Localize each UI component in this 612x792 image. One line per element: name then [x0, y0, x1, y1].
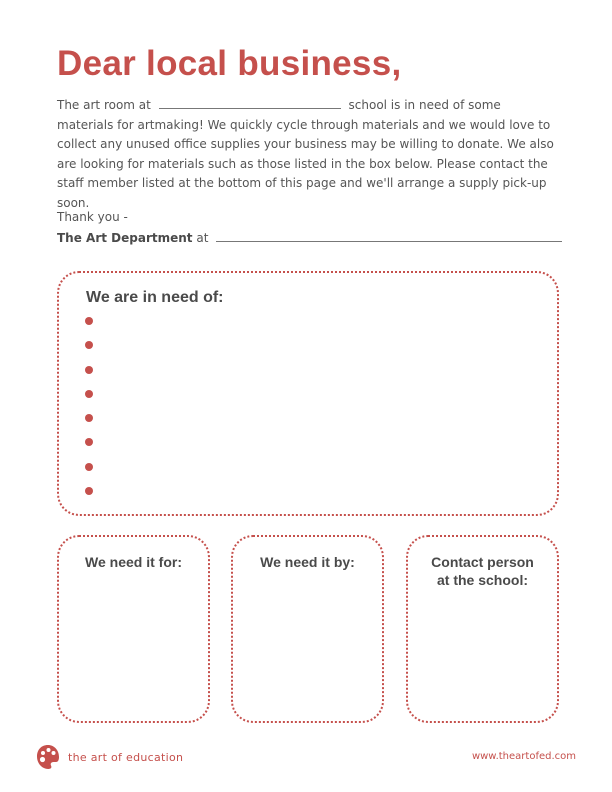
needs-heading: We are in need of: — [86, 289, 224, 306]
contact-person-label — [408, 553, 557, 589]
needs-bullet[interactable] — [85, 487, 93, 495]
needs-bullet[interactable] — [85, 414, 93, 422]
palette-icon — [36, 744, 60, 770]
needs-box — [57, 271, 559, 516]
needs-bullet[interactable] — [85, 390, 93, 398]
intro-text-rest: school is in need of some materials for artmaking! We quickly cycle through materials and we would love to collect any unused office supplies your business may be willing to donate. We also are looking for materials such as those listed in the box below. Please contact the staff member listed at the bottom of this page and we'll arrange a supply pick-up soon. — [57, 98, 554, 210]
department-at: at — [196, 231, 209, 245]
needs-bullet[interactable] — [85, 366, 93, 374]
need-it-for-box[interactable] — [57, 535, 210, 723]
needs-bullet[interactable] — [85, 317, 93, 325]
intro-text-start: The art room at — [57, 98, 151, 112]
brand-name: the art of education — [68, 750, 184, 764]
page-title: Dear local business, — [57, 44, 402, 83]
needs-bullet[interactable] — [85, 341, 93, 349]
footer-brand — [36, 744, 183, 770]
footer-url[interactable]: www.theartofed.com — [471, 751, 576, 762]
department-line — [57, 231, 562, 245]
needs-bullet[interactable] — [85, 438, 93, 446]
contact-label-line1: Contact person — [431, 554, 534, 570]
need-it-for-label: We need it for: — [85, 554, 182, 570]
intro-paragraph — [57, 96, 557, 214]
thank-you-line: Thank you - — [57, 210, 128, 224]
need-it-by-label: We need it by: — [260, 554, 355, 570]
needs-list — [85, 317, 93, 511]
need-it-by-box[interactable] — [231, 535, 384, 723]
department-school-blank[interactable] — [216, 231, 562, 242]
department-name: The Art Department — [57, 231, 193, 245]
needs-bullet[interactable] — [85, 463, 93, 471]
contact-label-line2: at the school: — [436, 572, 528, 588]
school-name-blank[interactable] — [159, 98, 341, 109]
contact-person-box[interactable] — [406, 535, 559, 723]
